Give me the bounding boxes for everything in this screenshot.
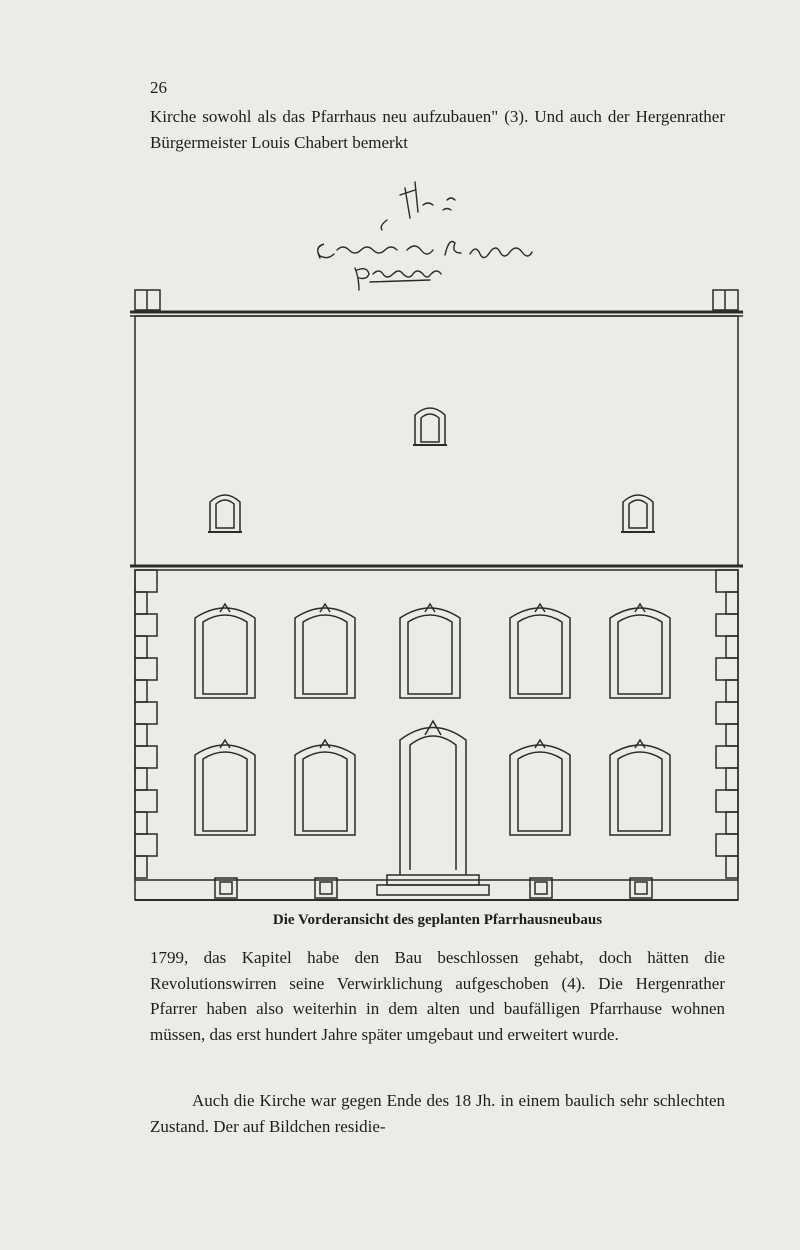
dormer-window bbox=[413, 408, 447, 445]
corner-quoins-right bbox=[716, 570, 738, 878]
paragraph-3: Auch die Kirche war gegen Ende des 18 Jh. in einem baulich sehr schlechten Zustand. Der auf Bildchen residie- bbox=[150, 1091, 725, 1136]
corner-quoins-left bbox=[135, 570, 157, 878]
elevation-drawing bbox=[125, 170, 750, 910]
handwritten-inscription bbox=[318, 182, 532, 290]
dormer-window bbox=[208, 495, 242, 532]
paragraph-1: Kirche sowohl als das Pfarrhaus neu aufzubauen" (3). Und auch der Hergenrather Bürgermeister Louis Chabert bemerkt bbox=[150, 107, 725, 152]
ground-floor-openings bbox=[195, 721, 670, 895]
paragraph-2: 1799, das Kapitel habe den Bau beschlossen gehabt, doch hätten die Revolutionswirren seine Verwirklichung aufgeschoben (4). Die Hergenrather Pfarrer haben also weiterhin in dem alten und baufälligen Pfarrhause wohnen müssen, das erst hundert Jahre später umgebaut und erweitert wurde. bbox=[150, 948, 725, 1044]
upper-windows bbox=[195, 604, 670, 698]
entrance-door bbox=[377, 721, 489, 895]
page-number: 26 bbox=[150, 78, 167, 97]
figure-caption: Die Vorderansicht des geplanten Pfarrhausneubaus bbox=[272, 912, 603, 928]
building-facade bbox=[130, 290, 743, 900]
dormer-window bbox=[621, 495, 655, 532]
